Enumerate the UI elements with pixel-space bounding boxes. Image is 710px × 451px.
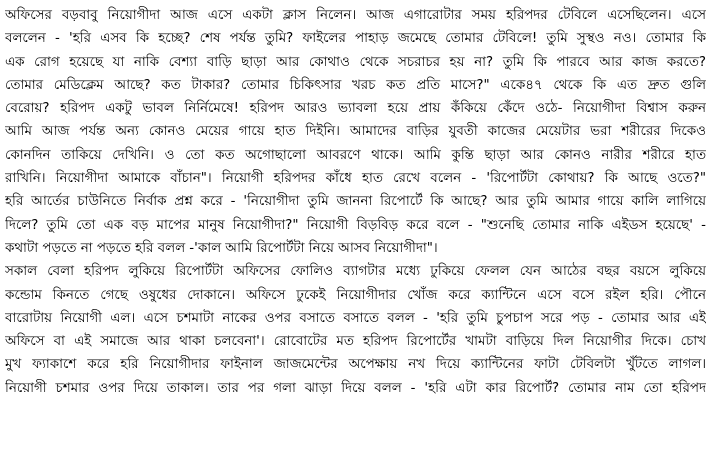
- text-line: হরি আর্তের চাউনিতে নির্বাক প্রশ্ন করে - 'নিয়োগীদা তুমি জাননা রিপোর্টে কি আছে? আর তুমি আমার গায়ে কালি লাগিয়ে: [5, 194, 706, 210]
- text-line: মুখ ফ্যাকাশে করে হরি নিয়োগীদার ফাইনাল জাজমেন্টের অপেক্ষায় নখ দিয়ে ক্যান্টিনের ফাটা টেবিলটা খুঁটতে লাগল।: [5, 357, 706, 373]
- text-line: দিলে? তুমি তো এক বড় মাপের মানুষ নিয়োগীদা?" নিয়োগী বিড়বিড় করে বলে - "শুনেছি তোমার নাকি এইডস হয়েছে' -: [5, 217, 706, 233]
- paragraph-1: [5, 4, 706, 260]
- text-line: বারোটায় নিয়োগী এল। এসে চশমাটা নাকের ওপর বসাতে বসাতে বলল - 'হরি তুমি চুপচাপ সরে পড় - তোমার আর এই: [5, 310, 706, 326]
- text-line: তোমার মেডিক্লেম আছে? কত টাকার? তোমার চিকিৎসার খরচ কত প্রতি মাসে?" একে৪৭ থেকে কি এত দ্রুত গুলি: [5, 77, 706, 93]
- text-line: কোনদিন তাকিয়ে দেখিনি। ও তো কত অগোছালো আবরণে থাকে। আমি কুন্তি ছাড়া আর কোনও নারীর শরীরে হাত: [5, 147, 706, 163]
- text-line: অফিসের বড়বাবু নিয়োগীদা আজ এসে একটা ক্লাস নিলেন। আজ এগারোটার সময় হরিপদর টেবিলে এসেছিলেন। এসে: [5, 8, 706, 23]
- text-line: বললেন - 'হরি এসব কি হচ্ছে? শেষ পর্যন্ত তুমি? ফাইলের পাহাড় জমেছে তোমার টেবিলে! তুমি সুস্থও নও। তোমার কি: [5, 31, 706, 47]
- text-line: কথাটা পড়তে না পড়তে হরি বলল -'কাল আমি রিপোর্টটা নিয়ে আসব নিয়োগীদা"।: [5, 240, 438, 256]
- paragraph-2: [5, 260, 706, 400]
- text-line: নিয়োগী চশমার ওপর দিয়ে তাকাল। তার পর গলা ঝাড়া দিয়ে বলল - 'হরি এটা কার রিপোর্ট? তোমার নাম তো হরিপদ: [5, 380, 706, 396]
- text-line: কন্ডোম কিনতে গেছে ওষুধের দোকানে। অফিসে ঢুকেই নিয়োগীদার খোঁজ করে ক্যান্টিনে এসে বসে রইল হরি। পৌনে: [5, 287, 706, 303]
- text-line: সকাল বেলা হরিপদ লুকিয়ে রিপোর্টটা অফিসের ফোলিও ব্যাগটার মধ্যে ঢুকিয়ে ফেলল যেন আঠের বছর বয়সে লুকিয়ে: [5, 264, 706, 280]
- text-line: আমি আজ পর্যন্ত অন্য কোনও মেয়ের গায়ে হাত দিইনি। আমাদের বাড়ির যুবতী কাজের মেয়েটার ভরা শরীরের দিকেও: [5, 124, 706, 140]
- text-line: রাখিনি। নিয়োগীদা আমাকে বাঁচান"। নিয়োগী হরিপদর কাঁধে হাত রেখে বলেন - 'রিপোর্টটা কোথায়? কি আছে ওতে?": [5, 171, 706, 187]
- text-line: বেরোয়? হরিপদ একটু ভাবল নির্নিমেষে! হরিপদ আরও ভ্যাবলা হয়ে প্রায় কঁকিয়ে কেঁদে ওঠে- নিয়োগীদা বিশ্বাস করুন: [5, 101, 706, 117]
- text-line: অফিসে বা এই সমাজে আর থাকা চলবেনা'। রোবোটের মত হরিপদ রিপোর্টের খামটা বাড়িয়ে দিল নিয়োগীর দিকে। চোখ: [5, 334, 706, 350]
- text-line: এক রোগ হয়েছে যা নাকি বেশ্যা বাড়ি ছাড়া আর কোথাও থেকে সচরাচর হয় না? তুমি কি পারবে আর কাজ করতে?: [5, 54, 706, 70]
